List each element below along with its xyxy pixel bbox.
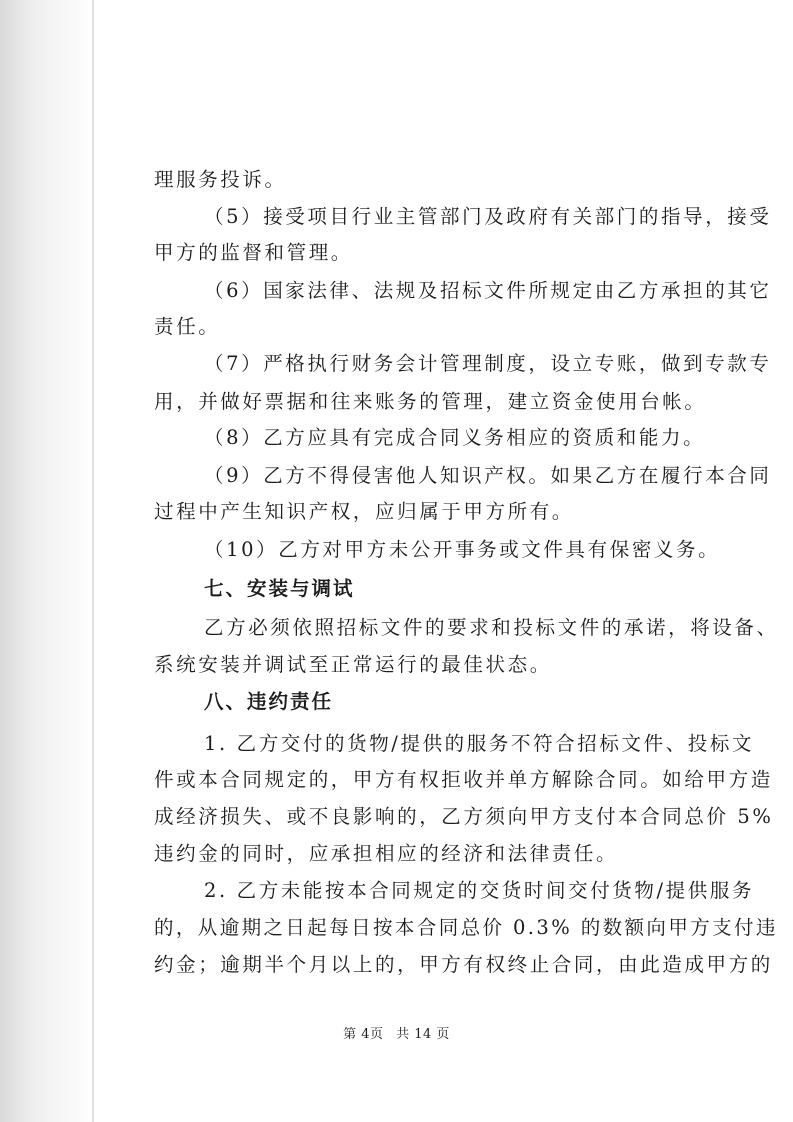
clause-10: （10）乙方对甲方未公开事务或文件具有保密义务。: [204, 538, 721, 561]
text-line: 系统安装并调试至正常运行的最佳状态。: [154, 653, 552, 676]
page-total: 共 14 页: [396, 1027, 450, 1042]
text-line: 件或本合同规定的，甲方有权拒收并单方解除合同。如给甲方造: [154, 768, 773, 791]
text-line: 的，从逾期之日起每日按本合同总价 0.3% 的数额向甲方支付违: [154, 916, 778, 939]
text-line: 用，并做好票据和往来账务的管理，建立资金使用台帐。: [154, 390, 707, 413]
text-line: 约金；逾期半个月以上的，甲方有权终止合同，由此造成甲方的: [154, 953, 773, 976]
installation-paragraph: 乙方必须依照招标文件的要求和投标文件的承诺，将设备、: [204, 616, 779, 639]
text-line: 责任。: [154, 315, 221, 338]
page-number: 第 4页: [343, 1027, 384, 1042]
clause-7: （7）严格执行财务会计管理制度，设立专账，做到专款专: [204, 352, 772, 375]
text-line: 过程中产生知识产权，应归属于甲方所有。: [154, 500, 574, 523]
clause-6: （6）国家法律、法规及招标文件所规定由乙方承担的其它: [204, 279, 772, 302]
clause-9: （9）乙方不得侵害他人知识产权。如果乙方在履行本合同: [204, 464, 772, 487]
section-heading-installation: 七、安装与调试: [204, 577, 355, 600]
clause-5: （5）接受项目行业主管部门及政府有关部门的指导，接受: [204, 205, 772, 228]
breach-item-1: 1. 乙方交付的货物/提供的服务不符合招标文件、投标文: [204, 732, 755, 755]
text-line: 违约金的同时，应承担相应的经济和法律责任。: [154, 842, 619, 865]
section-heading-breach: 八、违约责任: [204, 690, 334, 713]
scan-fold-line: [92, 0, 94, 1122]
clause-8: （8）乙方应具有完成合同义务相应的资质和能力。: [204, 426, 706, 449]
page-footer: [0, 1026, 793, 1044]
breach-item-2: 2. 乙方未能按本合同规定的交货时间交付货物/提供服务: [204, 879, 755, 902]
text-line: 成经济损失、或不良影响的，乙方须向甲方支付本合同总价 5%: [154, 805, 774, 828]
text-line: 理服务投诉。: [154, 168, 287, 191]
text-line: 甲方的监督和管理。: [154, 241, 353, 264]
scan-shadow-edge: [0, 0, 96, 1122]
